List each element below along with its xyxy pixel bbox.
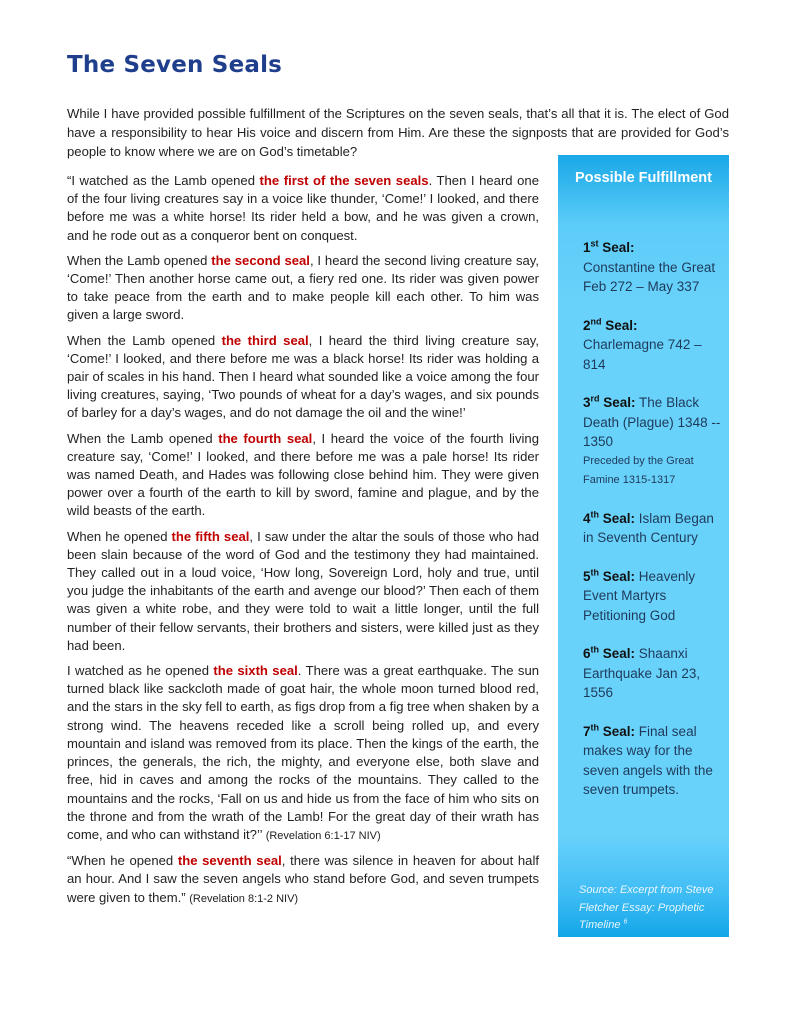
passage-text: , there was silence in heaven for about half an hour. And I saw the seven angels who stand before God, and seven trumpets were given to them.” <box>67 853 539 905</box>
passage-third-seal <box>67 332 539 423</box>
passage-seventh-seal <box>67 852 539 908</box>
seal-number: 4 <box>583 510 591 526</box>
fulfillment-item-5 <box>583 567 723 626</box>
ordinal-suffix: th <box>590 722 600 732</box>
seal-word: Seal: <box>599 510 636 526</box>
fulfillment-text: Islam Began in Seventh Century <box>583 510 714 545</box>
seal-label <box>583 240 635 255</box>
passage-text: . Then I heard one of the four living creatures say in a voice like thunder, ‘Come!’ I looked, and there before me was a white horse! Its rider held a bow, and he was given a crown, and he rode out as a conqueror bent on conquest. <box>67 173 539 243</box>
passage-fourth-seal <box>67 430 539 521</box>
seal-word: Seal: <box>601 317 638 333</box>
fulfillment-item-3 <box>583 393 723 490</box>
seal-highlight: the third seal <box>221 332 309 348</box>
fulfillment-note: Preceded by the Great Famine 1315-1317 <box>583 454 694 486</box>
seal-highlight: the fourth seal <box>218 430 313 446</box>
ordinal-suffix: th <box>590 567 600 577</box>
fulfillment-text: Charlemagne 742 – 814 <box>583 337 702 372</box>
intro-paragraph: While I have provided possible fulfillment of the Scriptures on the seven seals, that’s all that it is. The elect of God have a responsibility to hear His voice and discern from Him. Are these the signposts that are provided for God’s people to know where we are on God’s timetable? <box>67 106 729 159</box>
scripture-passages <box>67 172 539 915</box>
seal-number: 6 <box>583 646 591 661</box>
seal-word: Seal: <box>599 723 636 739</box>
passage-text: , I heard the second living creature say, ‘Come!’ Then another horse came out, a fiery red one. Its rider was given power to take peace from the earth and to make people kill each other. To him was given a large sword. <box>67 252 539 323</box>
scripture-reference: (Revelation 6:1-17 NIV) <box>265 829 381 842</box>
seal-number: 1 <box>583 240 591 255</box>
source-text: Source: Excerpt from Steve Fletcher Essay: Prophetic Timeline <box>579 884 714 931</box>
fulfillment-item-4 <box>583 509 723 548</box>
passage-text: , I heard the voice of the fourth living creature say, ‘Come!’ I looked, and there before me was a pale horse! Its rider was named Death, and Hades was following close behind him. They were given power over a fourth of the earth to kill by sword, famine and plague, and by the wild beasts of the earth. <box>67 430 539 519</box>
seal-label <box>583 646 635 661</box>
seal-highlight: the seventh seal <box>177 853 282 869</box>
seal-label <box>583 724 635 739</box>
passage-first-seal <box>67 172 539 245</box>
passage-text: . There was a great earthquake. The sun turned black like sackcloth made of goat hair, the whole moon turned blood red, and the stars in the sky fell to earth, as figs drop from a fig tree when shaken by a strong wind. The heavens receded like a scroll being rolled up, and every mountain and island was removed from its place. Then the kings of the earth, the princes, the generals, the rich, the mighty, and everyone else, both slave and free, hid in caves and among the rocks of the mountains. They called to the mountains and the rocks, ‘Fall on us and hide us from the face of him who sits on the throne and from the wrath of the Lamb! For the great day of their wrath has come, and who can withstand it?’’ <box>67 663 540 842</box>
passage-sixth-seal <box>67 662 539 845</box>
ordinal-suffix: th <box>590 509 600 519</box>
seal-label <box>583 511 635 526</box>
seal-highlight: the second seal <box>211 252 310 268</box>
source-citation <box>579 882 724 935</box>
sidebar-heading: Possible Fulfillment <box>575 170 712 186</box>
fulfillment-item-1 <box>583 238 723 297</box>
seal-fulfillment-list <box>583 238 723 819</box>
passage-text: , I heard the third living creature say, ‘Come!’ I looked, and there before me was a black horse! Its rider was holding a pair of scales in his hand. Then I heard what sounded like a voice among the four living creatures, saying, ‘Two pounds of wheat for a day’s wages, and six pounds of barley for a day’s wages, and do not damage the oil and the wine!’ <box>67 332 540 421</box>
seal-word: Seal: <box>598 240 635 255</box>
passage-text: “When he opened <box>67 853 178 869</box>
fulfillment-item-7 <box>583 722 723 800</box>
fulfillment-text: Heavenly Event Martyrs Petitioning God <box>583 568 696 623</box>
passage-text: When the Lamb opened <box>67 252 212 268</box>
seal-word: Seal: <box>599 646 636 661</box>
passage-text: When the Lamb opened <box>67 430 219 446</box>
passage-text: , I saw under the altar the souls of those who had been slain because of the word of God and the testimony they had maintained. They called out in a loud voice, ‘How long, Sovereign Lord, holy and true, until you judge the inhabitants of the earth and avenge our blood?’ Then each of them was given a white robe, and they were told to wait a little longer, until the full number of their fellow servants, their brothers and sisters, were killed just as they had been. <box>67 528 539 653</box>
footnote-marker: 6 <box>623 918 628 926</box>
seal-number: 2 <box>583 317 591 333</box>
seal-number: 7 <box>583 723 591 739</box>
passage-second-seal <box>67 252 539 325</box>
seal-highlight: the sixth seal <box>213 663 298 679</box>
seal-highlight: the fifth seal <box>171 528 250 544</box>
fulfillment-text: The Black Death (Plague) 1348 -- 1350 <box>583 395 721 449</box>
ordinal-suffix: th <box>590 644 600 655</box>
passage-text: When he opened <box>67 528 172 544</box>
fulfillment-text: Shaanxi Earthquake Jan 23, 1556 <box>583 646 701 700</box>
passage-text: I watched as he opened <box>67 663 214 679</box>
seal-number: 3 <box>583 395 591 410</box>
possible-fulfillment-sidebar <box>558 155 729 937</box>
passage-text: “I watched as the Lamb opened <box>67 173 260 188</box>
fulfillment-text: Constantine the Great Feb 272 – May 337 <box>583 259 716 294</box>
fulfillment-item-2 <box>583 316 723 375</box>
ordinal-suffix: st <box>590 238 599 249</box>
scripture-reference: (Revelation 8:1-2 NIV) <box>189 892 299 905</box>
seal-word: Seal: <box>599 395 636 410</box>
seal-highlight: the first of the seven seals <box>259 173 429 188</box>
seal-word: Seal: <box>599 568 636 584</box>
passage-text: When the Lamb opened <box>67 332 222 348</box>
seal-number: 5 <box>583 568 591 584</box>
ordinal-suffix: rd <box>590 393 600 404</box>
seal-label <box>583 395 636 410</box>
ordinal-suffix: nd <box>590 316 602 326</box>
seal-label <box>583 318 638 333</box>
fulfillment-item-6 <box>583 644 723 703</box>
passage-fifth-seal <box>67 528 539 655</box>
seal-label <box>583 569 635 584</box>
page-title: The Seven Seals <box>67 52 283 78</box>
fulfillment-text: Final seal makes way for the seven angels with the seven trumpets. <box>583 723 713 797</box>
